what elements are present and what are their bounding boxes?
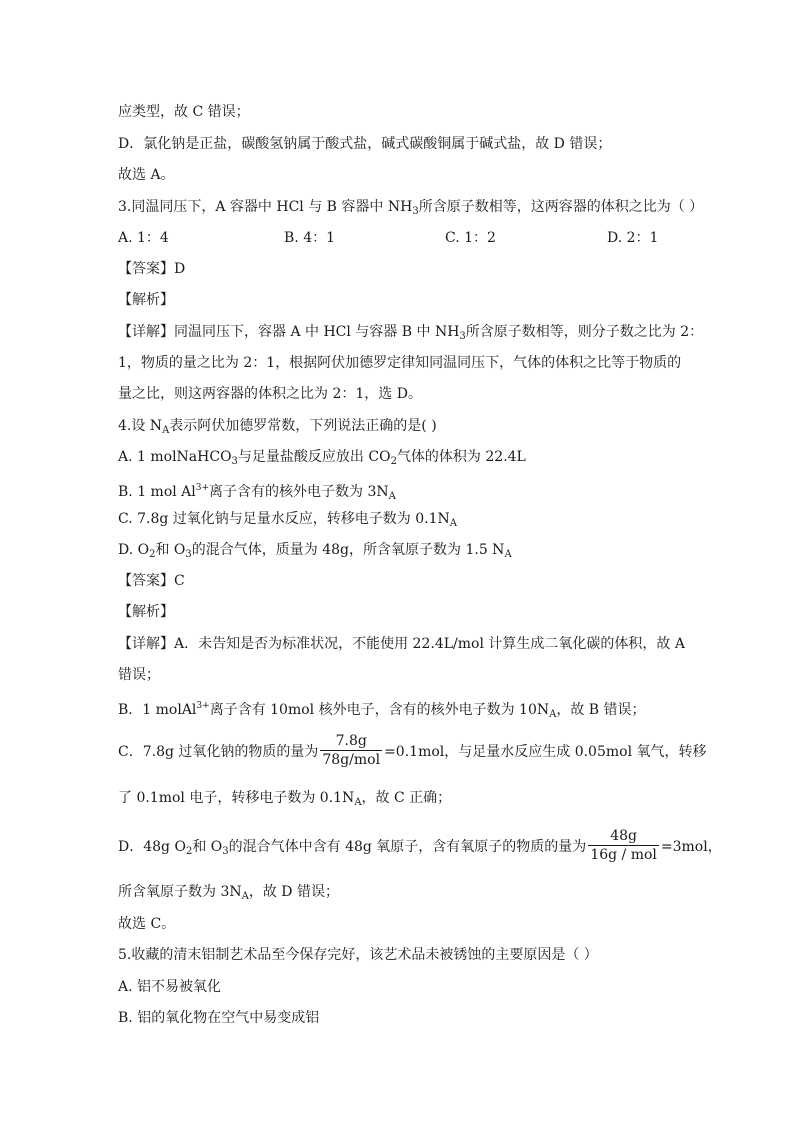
text: 了 0.1mol 电子，转移电子数为 0.1N xyxy=(118,790,355,806)
subscript: 3 xyxy=(185,549,192,560)
q5-option-a xyxy=(118,977,221,997)
text: 【答案】D xyxy=(118,261,186,277)
text: =0.1mol，与足量水反应生成 0.05mol 氧气，转移 xyxy=(384,744,707,760)
superscript: 3+ xyxy=(196,701,210,711)
fraction-numerator: 7.8g xyxy=(320,732,382,751)
q3-option-c: C. 1：2 xyxy=(445,230,496,246)
text-line xyxy=(118,353,681,373)
subscript: A xyxy=(162,425,170,436)
text: 离子含有的核外电子数为 3N xyxy=(209,484,389,500)
text: 量之比，则这两容器的体积之比为 2：1，选 D。 xyxy=(118,386,422,402)
text: 【答案】C xyxy=(118,573,185,589)
subscript: 3 xyxy=(412,206,419,217)
q4-answer xyxy=(118,571,185,591)
subscript: A xyxy=(449,518,457,529)
text: 应类型，故 C 错误； xyxy=(118,104,250,120)
text: C. 7.8g 过氧化钠与足量水反应，转移电子数为 0.1N xyxy=(118,511,450,527)
subscript: 2 xyxy=(390,456,397,467)
subscript: 3 xyxy=(231,456,238,467)
text: 故选 C。 xyxy=(118,916,176,932)
fraction-denominator: 78g/mol xyxy=(322,751,381,768)
text: 和 O xyxy=(155,542,186,558)
text-line xyxy=(118,134,611,154)
subscript: 3 xyxy=(222,846,229,857)
text: ，故 C 正确； xyxy=(361,790,452,806)
text: 错误； xyxy=(118,667,160,683)
text: 【详解】A．未告知是否为标准状况，不能使用 22.4L/mol 计算生成二氧化碳的体积，故 A xyxy=(118,636,685,652)
question-3 xyxy=(118,197,703,222)
text: B. 铝的氧化物在空气中易变成铝 xyxy=(118,1010,320,1026)
text-line xyxy=(118,696,646,725)
subscript: A xyxy=(241,891,249,902)
fraction-denominator: 16g / mol xyxy=(590,846,657,863)
text-line xyxy=(118,165,175,185)
text: B. 1 mol Al xyxy=(118,484,196,500)
text: 和 O xyxy=(192,839,223,855)
text-line xyxy=(118,882,339,907)
text-line xyxy=(118,102,250,122)
text: 【解析】 xyxy=(118,292,174,308)
text: D．48g O xyxy=(118,839,186,855)
text-line xyxy=(118,322,703,347)
text-line xyxy=(118,914,175,934)
subscript: A xyxy=(388,491,396,502)
q3-analysis-heading xyxy=(118,290,174,310)
text: 的混合气体中含有 48g 氧原子，含有氧原子的物质的量为 xyxy=(228,839,587,855)
text: 的混合气体，质量为 48g，所含氧原子数为 1.5 N xyxy=(191,542,505,558)
question-4 xyxy=(118,416,437,441)
text-line xyxy=(118,384,422,404)
text: 3.同温同压下，A 容器中 HCl 与 B 容器中 NH xyxy=(118,199,413,215)
text: 所含原子数相等，这两容器的体积之比为（ ） xyxy=(418,199,704,215)
q3-answer xyxy=(118,259,185,279)
text: 与足量盐酸反应放出 CO xyxy=(237,449,391,465)
text-line-with-fraction xyxy=(118,827,722,872)
subscript: 2 xyxy=(185,846,193,857)
text: B．1 molAl xyxy=(118,702,197,718)
text: ，故 B 错误； xyxy=(556,702,646,718)
text: 【解析】 xyxy=(118,604,174,620)
fraction xyxy=(588,827,659,864)
text: 4.设 N xyxy=(118,418,163,434)
q4-analysis-heading xyxy=(118,602,174,622)
text-line xyxy=(118,788,451,813)
superscript: 3+ xyxy=(195,483,210,493)
text: 所含氧原子数为 3N xyxy=(118,884,242,900)
q5-option-b xyxy=(118,1008,319,1028)
text: 离子含有 10mol 核外电子，含有的核外电子数为 10N xyxy=(209,702,550,718)
q3-option-b: B. 4：1 xyxy=(284,230,336,246)
question-5 xyxy=(118,945,598,965)
q4-option-d xyxy=(118,540,512,565)
q3-option-d: D. 2：1 xyxy=(607,230,659,246)
text-line xyxy=(118,665,160,685)
text: 【详解】同温同压下，容器 A 中 HCl 与容器 B 中 NH xyxy=(118,324,460,340)
fraction-numerator: 48g xyxy=(588,827,659,846)
text: ，故 D 错误； xyxy=(248,884,339,900)
q4-option-a xyxy=(118,447,526,472)
text: A. 1 molNaHCO xyxy=(118,449,232,465)
text-line-with-fraction xyxy=(118,732,707,772)
text: 表示阿伏加德罗常数，下列说法正确的是( ) xyxy=(169,418,437,434)
text: 所含原子数相等，则分子数之比为 2： xyxy=(465,324,704,340)
text: 5.收藏的清末铝制艺术品至今保存完好，该艺术品未被锈蚀的主要原因是（ ） xyxy=(118,947,598,963)
q4-option-b xyxy=(118,478,396,507)
text: D．氯化钠是正盐，碳酸氢钠属于酸式盐，碱式碳酸铜属于碱式盐，故 D 错误； xyxy=(118,136,612,152)
subscript: 2 xyxy=(149,549,156,560)
text: C．7.8g 过氧化钠的物质的量为 xyxy=(118,744,319,760)
text: A. 铝不易被氧化 xyxy=(118,979,222,995)
subscript: A xyxy=(549,709,557,720)
subscript: 3 xyxy=(459,331,466,342)
text-line xyxy=(118,634,685,654)
text: 故选 A。 xyxy=(118,167,175,183)
text: 气体的体积为 22.4L xyxy=(396,449,526,465)
q4-option-c xyxy=(118,509,457,534)
q3-option-a: A. 1：4 xyxy=(118,230,169,246)
text: 1，物质的量之比为 2：1，根据阿伏加德罗定律知同温同压下，气体的体积之比等于物质的 xyxy=(118,355,682,371)
subscript: A xyxy=(354,797,362,808)
fraction xyxy=(320,732,382,769)
text: =3mol， xyxy=(660,839,722,855)
subscript: A xyxy=(504,549,512,560)
text: D. O xyxy=(118,542,150,558)
